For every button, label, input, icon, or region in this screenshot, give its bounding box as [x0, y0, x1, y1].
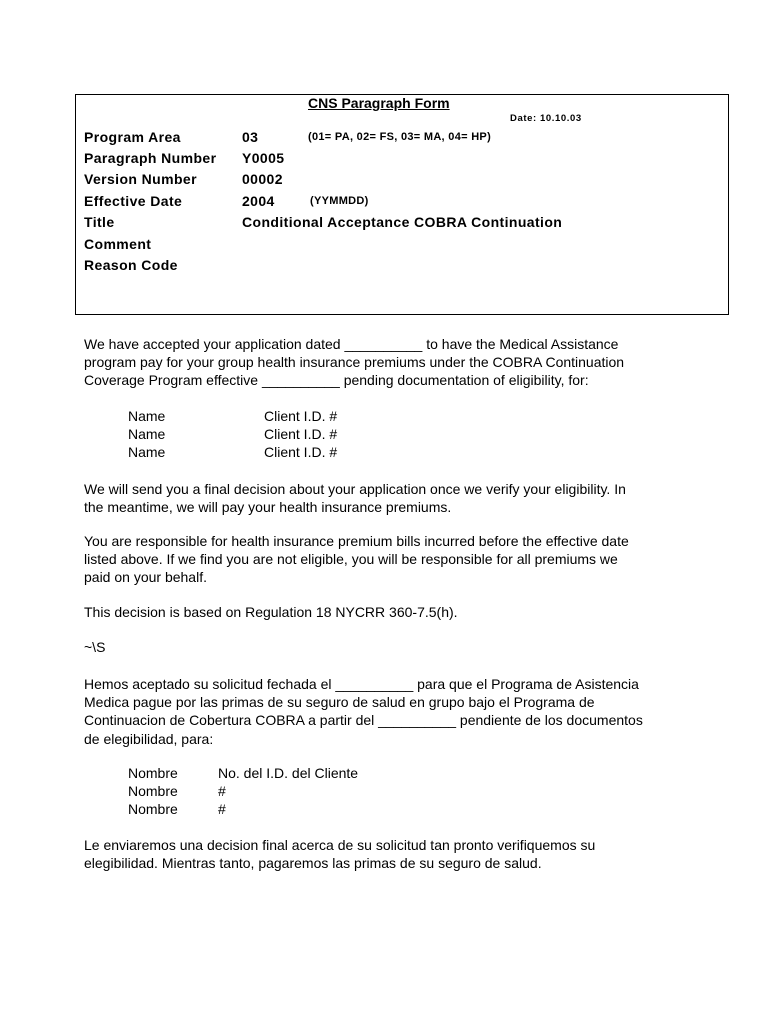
program-area-note: (01= PA, 02= FS, 03= MA, 04= HP)	[308, 131, 492, 143]
list-item-name: Nombre	[128, 801, 178, 817]
text-line: Le enviaremos una decision final acerca de su solicitud tan pronto verifiquemos su	[84, 837, 596, 853]
spanish-paragraph-1	[84, 675, 724, 748]
list-item-id: #	[218, 801, 226, 817]
effective-date-note: (YYMMDD)	[310, 195, 369, 207]
text-line: We have accepted your application dated __________ to have the Medical Assistance	[84, 336, 619, 352]
english-id-column	[264, 407, 337, 461]
text-line: Continuacion de Cobertura COBRA a partir del __________ pendiente de los documentos	[84, 712, 643, 729]
title-label: Title	[84, 214, 115, 230]
text-line: Coverage Program effective __________ pending documentation of eligibility, for:	[84, 372, 589, 389]
list-item-id: Client I.D. #	[264, 408, 338, 424]
list-item-name: Name	[128, 444, 166, 460]
english-name-column	[128, 407, 165, 461]
form-date: Date: 10.10.03	[510, 113, 582, 124]
program-area-label: Program Area	[84, 129, 181, 145]
list-item-id: #	[218, 783, 226, 799]
english-paragraph-3	[84, 532, 724, 587]
list-item-name: Nombre	[128, 765, 178, 781]
english-paragraph-1	[84, 335, 724, 390]
text-line: We will send you a final decision about your application once we verify your eligibility. In	[84, 481, 626, 497]
list-item-id: No. del I.D. del Cliente	[218, 765, 359, 781]
program-area-value: 03	[242, 129, 259, 145]
text-line: elegibilidad. Mientras tanto, pagaremos las primas de su seguro de salud.	[84, 855, 542, 872]
paragraph-number-value: Y0005	[242, 150, 285, 166]
title-value: Conditional Acceptance COBRA Continuation	[242, 214, 563, 230]
effective-date-value: 2004	[242, 193, 275, 209]
text-line: program pay for your group health insurance premiums under the COBRA Continuation	[84, 354, 625, 371]
reason-code-label: Reason Code	[84, 257, 178, 273]
text-line: de elegibilidad, para:	[84, 730, 214, 747]
list-item-name: Name	[128, 426, 166, 442]
text-line: Medica pague por las primas de su seguro de salud en grupo bajo el Programa de	[84, 694, 595, 711]
effective-date-label: Effective Date	[84, 193, 183, 209]
text-line: listed above. If we find you are not eligible, you will be responsible for all premiums we	[84, 551, 618, 568]
text-line: the meantime, we will pay your health insurance premiums.	[84, 499, 452, 516]
comment-label: Comment	[84, 236, 152, 252]
text-line: paid on your behalf.	[84, 569, 207, 586]
text-line: Hemos aceptado su solicitud fechada el __________ para que el Programa de Asistencia	[84, 676, 639, 692]
paragraph-number-label: Paragraph Number	[84, 150, 217, 166]
language-separator	[84, 638, 724, 656]
form-title: CNS Paragraph Form	[308, 95, 450, 111]
text-line: You are responsible for health insurance premium bills incurred before the effective date	[84, 533, 629, 549]
spanish-id-column	[218, 764, 358, 818]
list-item-name: Nombre	[128, 783, 178, 799]
list-item-id: Client I.D. #	[264, 426, 338, 442]
spanish-paragraph-2	[84, 836, 724, 872]
english-paragraph-4	[84, 603, 724, 621]
version-number-value: 00002	[242, 171, 283, 187]
list-item-id: Client I.D. #	[264, 444, 338, 460]
version-number-label: Version Number	[84, 171, 197, 187]
english-paragraph-2	[84, 480, 724, 516]
text-line: This decision is based on Regulation 18 NYCRR 360-7.5(h).	[84, 604, 458, 620]
list-item-name: Name	[128, 408, 166, 424]
text-line: ~\S	[84, 639, 106, 655]
spanish-name-column	[128, 764, 178, 818]
